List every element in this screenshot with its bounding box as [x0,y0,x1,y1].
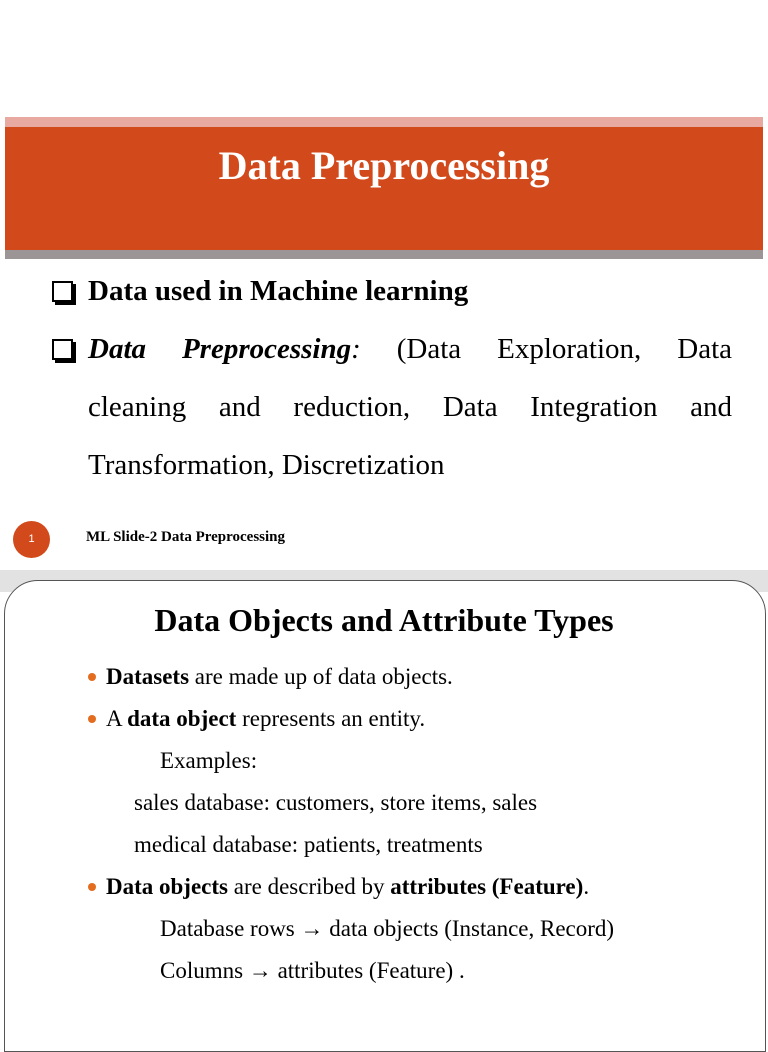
bullet-text: . [583,874,590,899]
bullet-colon: : [351,333,361,365]
slide-1-title: Data Preprocessing [218,143,550,188]
slide-footer: ML Slide-2 Data Preprocessing [86,529,286,545]
title-band-top-stripe [5,117,763,127]
bullet-text: Data used in Machine learning [88,275,469,307]
bullet-dot-icon [88,673,96,681]
bullet-text: represents an entity. [236,706,426,731]
bullet-line-1 [88,320,732,378]
checkbox-bullet-icon [52,339,73,360]
examples-label: Examples: [160,748,258,773]
example-line: medical database: patients, treatments [134,832,483,857]
bullet-italic-term: Data Preprocessing [88,333,352,365]
bullet-bold-term: Data objects [106,874,228,899]
mapping-line: Database rows → data objects (Instance, Record) [160,916,615,941]
bullet-text: (Data Exploration, Data [396,333,732,365]
bullet-item [88,698,728,740]
bullet-bold-term: attributes (Feature) [390,874,584,899]
mapping-line: Columns → attributes (Feature) . [160,958,465,983]
title-band-bottom-stripe [5,250,763,259]
bullet-line-2: cleaning and reduction, Data Integration and [88,391,732,423]
slide-2-bullets [88,656,728,992]
bullet-item [88,656,728,698]
bullet-text: are made up of data objects. [189,664,453,689]
bullet-text: A [106,706,128,731]
checkbox-bullet-icon [52,281,73,302]
bullet-item [50,320,732,494]
bullet-dot-icon [88,883,96,891]
bullet-item [50,262,732,320]
bullet-bold-term: data object [127,706,237,731]
bullet-bold-term: Datasets [106,664,190,689]
bullet-text: are described by [228,874,391,899]
slide-1-bullets [50,262,732,494]
page-number-badge: 1 [13,521,50,558]
example-line: sales database: customers, store items, sales [134,790,538,815]
bullet-line-3: Transformation, Discretization [88,449,445,481]
bullet-dot-icon [88,715,96,723]
bullet-item [88,866,728,908]
slide-2-title: Data Objects and Attribute Types [154,602,614,638]
